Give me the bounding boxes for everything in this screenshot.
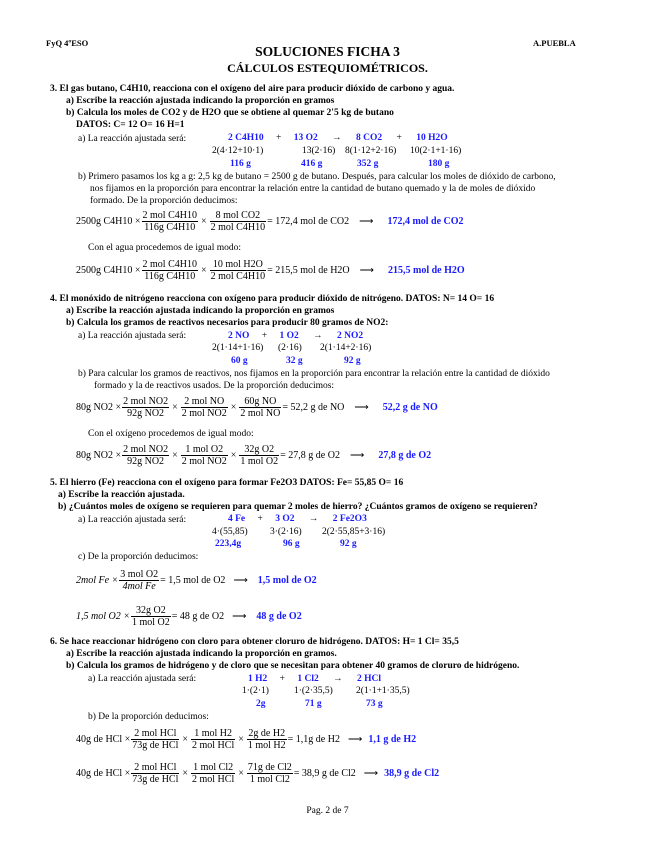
p3-b-text-1: b) Primero pasamos los kg a g: 2,5 kg de butano = 2500 g de butano. Después, para calcular los moles de dióxido de carbono, <box>78 172 556 182</box>
product-1: 8 CO2 <box>356 133 383 143</box>
p6-mass-3: 73 g <box>366 699 383 709</box>
p6-part-a: a) Escribe la reacción ajustada indicando la proporción en gramos. <box>66 649 337 659</box>
page-subtitle: CÁLCULOS ESTEQUIOMÉTRICOS. <box>227 61 428 75</box>
p6-part-b: b) Calcula los gramos de hidrógeno y de cloro que se necesitan para obtener 40 gramos de cloruro de hidrógeno. <box>66 661 520 671</box>
p6-rxn-label: a) La reacción ajustada será: <box>88 674 197 684</box>
p4-mass-calc-3: 2(1·14+2·16) <box>320 343 372 353</box>
arrow: → <box>313 331 323 341</box>
plus-sign: + <box>257 514 263 524</box>
p5-reaction <box>228 514 367 524</box>
reactant-1: 2 NO <box>228 331 250 341</box>
p4-equation-1: 80g NO2 × $\frac{\text{2 mol NO2}}{\text{92g NO2}}$ × $\frac{\text{2 mol NO}}{\text{2 mol NO2}}$ × $\frac{\text{60g NO}}{\text{2 mol NO}}$ = 52,2 g de NO ⟶ 52,2 g de NO <box>76 396 438 419</box>
p3-mass-calc-2: 13(2·16) <box>302 146 336 156</box>
p5-rxn-label: a) La reacción ajustada será: <box>78 515 187 525</box>
p3-reaction <box>228 133 448 143</box>
p6-result-2: 38,9 g de Cl2 <box>384 768 440 779</box>
p3-result-2: 215,5 mol de H2O <box>388 265 465 276</box>
plus-sign: + <box>396 133 402 143</box>
p4-mass-calc-2: (2·16) <box>278 343 302 353</box>
p4-mass-calc-1: 2(1·14+1·16) <box>212 343 264 353</box>
p6-mass-calc-1: 1·(2·1) <box>242 686 269 696</box>
plus-sign: + <box>279 674 285 684</box>
reactant-2: 13 O2 <box>293 133 318 143</box>
p6-reaction <box>248 674 381 684</box>
p5-part-a: a) Escribe la reacción ajustada. <box>58 490 185 500</box>
p3-part-b: b) Calcula los moles de CO2 y de H2O que se obtiene al quemar 2'5 kg de butano <box>66 108 394 118</box>
header-left: FyQ 4ºESO <box>46 38 89 48</box>
p6-mass-calc-3: 2(1·1+1·35,5) <box>356 686 410 696</box>
p3-b-text-3: formado. De la proporción deducimos: <box>90 196 238 206</box>
header-right: A.PUEBLA <box>533 38 576 48</box>
p3-mass-4: 180 g <box>428 159 450 169</box>
reactant-2: 1 Cl2 <box>297 674 319 684</box>
p3-water-text: Con el agua procedemos de igual modo: <box>88 243 242 253</box>
plus-sign: + <box>276 133 282 143</box>
page-title: SOLUCIONES FICHA 3 <box>255 44 400 59</box>
p4-statement: 4. El monóxido de nitrógeno reacciona con oxígeno para producir dióxido de nitrógeno. DATOS: N= 14 O= 16 <box>50 294 495 304</box>
p4-mass-3: 92 g <box>344 356 361 366</box>
p6-equation-2: 40g de HCl × $\frac{\text{2 mol HCl}}{\text{73g de HCl}}$ × $\frac{\text{1 mol Cl2}}{\text{2 mol HCl}}$ × $\frac{\text{71g de Cl2}}{\text{1 mol Cl2}}$ = 38,9 g de Cl2 ⟶ 38,9 g de Cl2 <box>76 762 440 785</box>
p3-mass-1: 116 g <box>230 159 251 169</box>
p5-mass-3: 92 g <box>340 539 357 549</box>
p3-mass-3: 352 g <box>357 159 379 169</box>
arrow: → <box>332 133 342 143</box>
p3-mass-2: 416 g <box>301 159 323 169</box>
p3-equation-1: 2500g C4H10 × $\frac{\text{2 mol C4H10}}{\text{116g C4H10}}$ × $\frac{\text{8 mol CO2}}{\text{2 mol C4H10}}$ = 172,4 mol de CO2 ⟶ 172,4 mol de CO2 <box>76 210 464 233</box>
p4-result-2: 27,8 g de O2 <box>378 450 432 461</box>
p5-mass-1: 223,4g <box>215 539 242 549</box>
arrow: → <box>333 674 343 684</box>
reactant-2: 3 O2 <box>275 514 295 524</box>
p4-rxn-label: a) La reacción ajustada será: <box>78 331 187 341</box>
p3-part-a: a) Escribe la reacción ajustada indicando la proporción en gramos <box>66 96 335 106</box>
reactant-1: 1 H2 <box>248 674 268 684</box>
p5-mass-2: 96 g <box>283 539 300 549</box>
p5-c-text: c) De la proporción deducimos: <box>78 552 199 562</box>
p4-oxy-text: Con el oxígeno procedemos de igual modo: <box>88 429 254 439</box>
p3-mass-calc-3: 8(1·12+2·16) <box>345 146 397 156</box>
p3-result-1: 172,4 mol de CO2 <box>387 216 464 227</box>
p4-equation-2: 80g NO2 × $\frac{\text{2 mol NO2}}{\text{92g NO2}}$ × $\frac{\text{1 mol O2}}{\text{2 mol NO2}}$ × $\frac{\text{32g O2}}{\text{1 mol O2}}$ = 27,8 g de O2 ⟶ 27,8 g de O2 <box>76 444 432 467</box>
reactant-1: 4 Fe <box>228 514 246 524</box>
product-1: 2 HCl <box>357 674 382 684</box>
plus-sign: + <box>261 331 268 341</box>
p5-mass-calc-3: 2(2·55,85+3·16) <box>322 527 386 537</box>
page-footer: Pag. 2 de 7 <box>306 806 349 816</box>
p3-mass-calc-4: 10(2·1+1·16) <box>410 146 462 156</box>
p6-mass-calc-2: 1·(2·35,5) <box>294 686 333 696</box>
p4-b-text-1: b) Para calcular los gramos de reactivos, nos fijamos en la proporción para encontrar la relación entre la cantidad de dióxido <box>78 369 550 379</box>
p3-rxn-label: a) La reacción ajustada será: <box>78 134 187 144</box>
p6-mass-1: 2g <box>256 699 266 709</box>
p5-result-1: 1,5 mol de O2 <box>257 575 317 586</box>
product-2: 10 H2O <box>416 133 448 143</box>
p6-result-1: 1,1 g de H2 <box>368 734 417 745</box>
p4-result-1: 52,2 g de NO <box>382 402 438 413</box>
p6-statement: 6. Se hace reaccionar hidrógeno con cloro para obtener cloruro de hidrógeno. DATOS: H= 1 Cl= 35,5 <box>50 637 459 647</box>
product-1: 2 Fe2O3 <box>332 514 367 524</box>
p5-statement: 5. El hierro (Fe) reacciona con el oxígeno para formar Fe2O3 DATOS: Fe= 55,85 O= 16 <box>50 478 404 488</box>
p5-equation-1: 2mol Fe × $\frac{\text{3 mol O2}}{\text{4mol Fe}}$ = 1,5 mol de O2 ⟶ 1,5 mol de O2 <box>76 569 317 592</box>
p4-mass-2: 32 g <box>286 356 303 366</box>
p4-part-b: b) Calcula los gramos de reactivos necesarios para producir 80 gramos de NO2: <box>66 318 389 328</box>
p4-reaction <box>228 331 363 341</box>
p5-mass-calc-2: 3·(2·16) <box>270 527 302 537</box>
p5-result-2: 48 g de O2 <box>256 611 302 622</box>
p3-statement: 3. El gas butano, C4H10, reacciona con el oxígeno del aire para producir dióxido de carbono y agua. <box>50 84 455 94</box>
p4-mass-1: 60 g <box>231 356 248 366</box>
p6-b-text: b) De la proporción deducimos: <box>88 712 209 722</box>
p5-equation-2: 1,5 mol O2 × $\frac{\text{32g O2}}{\text{1 mol O2}}$ = 48 g de O2 ⟶ 48 g de O2 <box>76 605 302 628</box>
p3-mass-calc-1: 2(4·12+10·1) <box>212 146 264 156</box>
p4-part-a: a) Escribe la reacción ajustada indicando la proporción en gramos <box>66 306 335 316</box>
p5-part-b: b) ¿Cuántos moles de oxígeno se requieren para quemar 2 moles de hierro? ¿Cuántos gramos de oxígeno se requieren? <box>58 502 538 512</box>
p3-datos: DATOS: C= 12 O= 16 H=1 <box>76 120 185 130</box>
reactant-1: 2 C4H10 <box>228 133 264 143</box>
product-1: 2 NO2 <box>337 331 364 341</box>
p6-equation-1: 40g de HCl × $\frac{\text{2 mol HCl}}{\text{73g de HCl}}$ × $\frac{\text{1 mol H2}}{\text{2 mol HCl}}$ × $\frac{\text{2g de H2}}{\text{1 mol H2}}$ = 1,1g de H2 ⟶ 1,1 g de H2 <box>76 728 417 751</box>
arrow: → <box>308 514 319 524</box>
p5-mass-calc-1: 4·(55,85) <box>212 527 248 537</box>
p3-equation-2: 2500g C4H10 × $\frac{\text{2 mol C4H10}}{\text{116g C4H10}}$ × $\frac{\text{10 mol H2O}}{\text{2 mol C4H10}}$ = 215,5 mol de H2O ⟶ 215,5 mol de H2O <box>76 259 465 282</box>
p3-b-text-2: nos fijamos en la proporción para encontrar la relación entre la cantidad de butano quemado y la de moles de dióxido <box>90 184 536 194</box>
p4-b-text-2: formado y la de reactivos usados. De la proporción deducimos: <box>94 381 335 391</box>
p6-mass-2: 71 g <box>305 699 322 709</box>
reactant-2: 1 O2 <box>279 331 299 341</box>
